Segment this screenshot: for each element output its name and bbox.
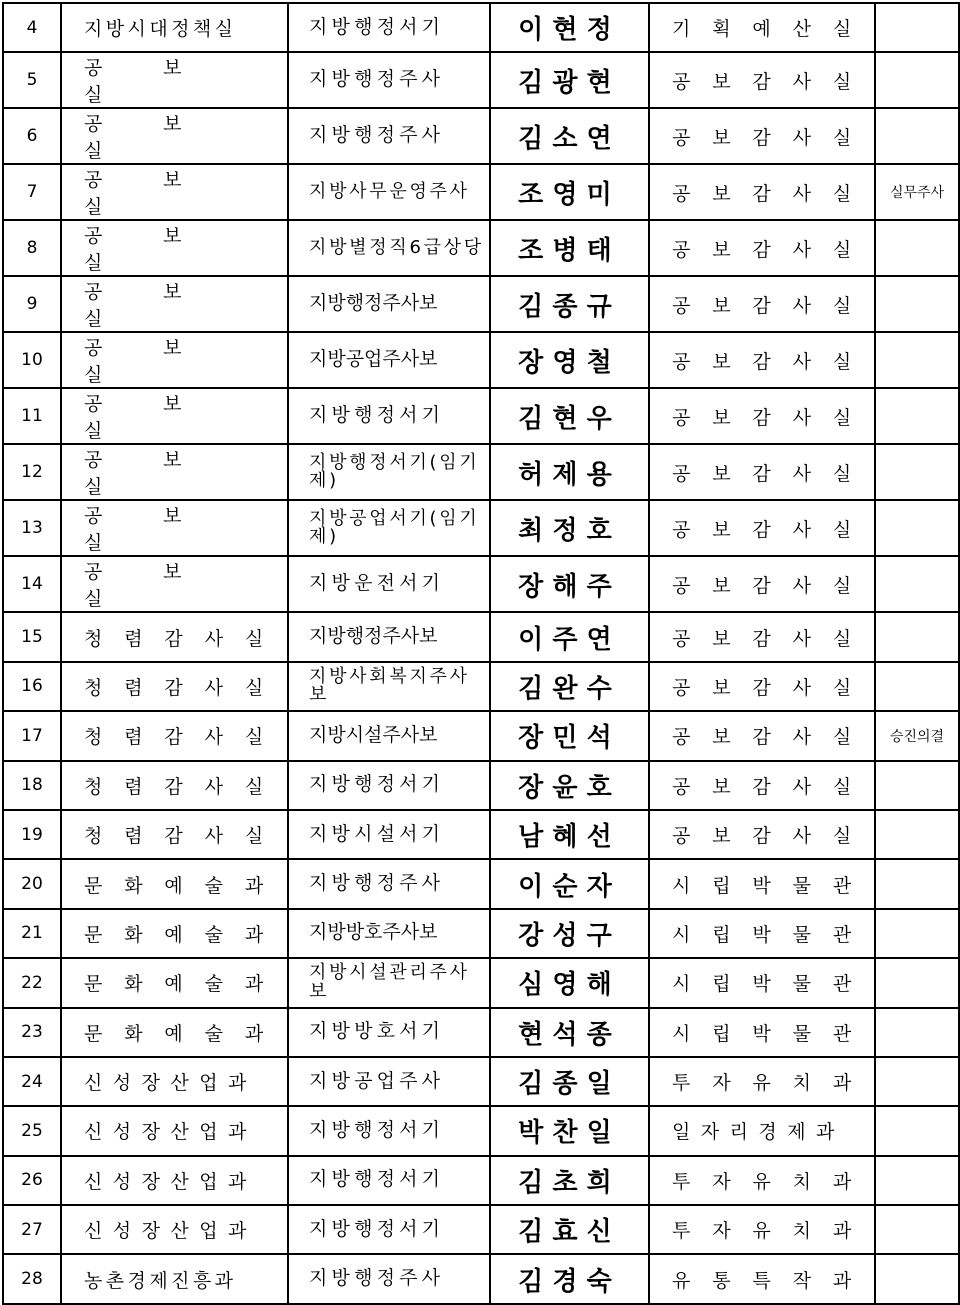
table-body <box>3 3 959 1304</box>
new-post-cell: 공보감사실 <box>649 810 875 859</box>
new-post-cell: 공보감사실 <box>649 556 875 612</box>
row-number: 26 <box>3 1156 61 1205</box>
name-cell: 최정호 <box>490 500 649 556</box>
grade-cell: 지방행정주사 <box>288 859 490 908</box>
name-cell: 김종규 <box>490 276 649 332</box>
department-cell: 신성장산업과 <box>61 1156 288 1205</box>
name-cell: 강성구 <box>490 909 649 958</box>
grade-cell: 지방공업서기(임기제) <box>288 500 490 556</box>
new-post-cell: 공보감사실 <box>649 52 875 108</box>
new-post-cell: 공보감사실 <box>649 164 875 220</box>
table-row <box>3 388 959 444</box>
table-row <box>3 1254 959 1303</box>
grade-cell: 지방행정주사보 <box>288 612 490 661</box>
row-number: 5 <box>3 52 61 108</box>
note-cell <box>875 3 959 52</box>
grade-cell: 지방사무운영주사 <box>288 164 490 220</box>
name-cell: 조영미 <box>490 164 649 220</box>
department-cell: 청렴감사실 <box>61 612 288 661</box>
grade-cell: 지방공업주사 <box>288 1057 490 1106</box>
name-cell: 장영철 <box>490 332 649 388</box>
department-cell: 청렴감사실 <box>61 810 288 859</box>
name-cell: 김완수 <box>490 662 649 711</box>
table-row <box>3 909 959 958</box>
grade-cell: 지방시설주사보 <box>288 711 490 760</box>
new-post-cell: 공보감사실 <box>649 332 875 388</box>
new-post-cell: 투자유치과 <box>649 1156 875 1205</box>
name-cell: 김효신 <box>490 1205 649 1254</box>
grade-cell: 지방행정서기 <box>288 388 490 444</box>
new-post-cell: 시립박물관 <box>649 958 875 1007</box>
personnel-table <box>2 2 960 1305</box>
grade-cell: 지방행정서기(임기제) <box>288 444 490 500</box>
note-cell <box>875 332 959 388</box>
row-number: 8 <box>3 220 61 276</box>
row-number: 9 <box>3 276 61 332</box>
note-cell <box>875 276 959 332</box>
table-row <box>3 711 959 760</box>
table-row <box>3 612 959 661</box>
grade-cell: 지방행정주사 <box>288 108 490 164</box>
row-number: 11 <box>3 388 61 444</box>
name-cell: 이주연 <box>490 612 649 661</box>
department-cell: 공보실 <box>61 500 288 556</box>
table-row <box>3 52 959 108</box>
department-cell: 문화예술과 <box>61 1008 288 1057</box>
department-cell: 청렴감사실 <box>61 711 288 760</box>
new-post-cell: 투자유치과 <box>649 1205 875 1254</box>
new-post-cell: 유통특작과 <box>649 1254 875 1303</box>
name-cell: 장해주 <box>490 556 649 612</box>
row-number: 21 <box>3 909 61 958</box>
table-row <box>3 332 959 388</box>
row-number: 10 <box>3 332 61 388</box>
table-row <box>3 1008 959 1057</box>
department-cell: 공보실 <box>61 108 288 164</box>
row-number: 12 <box>3 444 61 500</box>
new-post-cell: 공보감사실 <box>649 276 875 332</box>
note-cell <box>875 810 959 859</box>
row-number: 28 <box>3 1254 61 1303</box>
name-cell: 김종일 <box>490 1057 649 1106</box>
grade-cell: 지방행정주사보 <box>288 276 490 332</box>
name-cell: 이현정 <box>490 3 649 52</box>
name-cell: 김소연 <box>490 108 649 164</box>
row-number: 20 <box>3 859 61 908</box>
note-cell <box>875 444 959 500</box>
note-cell <box>875 612 959 661</box>
table-row <box>3 662 959 711</box>
department-cell: 문화예술과 <box>61 859 288 908</box>
department-cell: 공보실 <box>61 444 288 500</box>
new-post-cell: 공보감사실 <box>649 444 875 500</box>
table-row <box>3 859 959 908</box>
row-number: 16 <box>3 662 61 711</box>
note-cell <box>875 1008 959 1057</box>
name-cell: 현석종 <box>490 1008 649 1057</box>
table-row <box>3 1106 959 1155</box>
department-cell: 공보실 <box>61 276 288 332</box>
table-row <box>3 761 959 810</box>
row-number: 24 <box>3 1057 61 1106</box>
note-cell <box>875 500 959 556</box>
department-cell: 지방시대정책실 <box>61 3 288 52</box>
name-cell: 김경숙 <box>490 1254 649 1303</box>
table-row <box>3 556 959 612</box>
note-cell <box>875 859 959 908</box>
table-row <box>3 1205 959 1254</box>
grade-cell: 지방방호서기 <box>288 1008 490 1057</box>
note-cell <box>875 1106 959 1155</box>
note-cell <box>875 958 959 1007</box>
row-number: 17 <box>3 711 61 760</box>
name-cell: 조병태 <box>490 220 649 276</box>
name-cell: 김광현 <box>490 52 649 108</box>
grade-cell: 지방방호주사보 <box>288 909 490 958</box>
name-cell: 심영해 <box>490 958 649 1007</box>
note-cell <box>875 220 959 276</box>
grade-cell: 지방운전서기 <box>288 556 490 612</box>
department-cell: 농촌경제진흥과 <box>61 1254 288 1303</box>
name-cell: 김초희 <box>490 1156 649 1205</box>
grade-cell: 지방행정서기 <box>288 3 490 52</box>
table-row <box>3 1057 959 1106</box>
row-number: 13 <box>3 500 61 556</box>
department-cell: 문화예술과 <box>61 958 288 1007</box>
department-cell: 문화예술과 <box>61 909 288 958</box>
department-cell: 공보실 <box>61 52 288 108</box>
table-row <box>3 3 959 52</box>
grade-cell: 지방행정주사 <box>288 52 490 108</box>
table-row <box>3 220 959 276</box>
department-cell: 공보실 <box>61 332 288 388</box>
table-row <box>3 810 959 859</box>
row-number: 4 <box>3 3 61 52</box>
grade-cell: 지방행정서기 <box>288 1106 490 1155</box>
note-cell <box>875 1205 959 1254</box>
department-cell: 공보실 <box>61 388 288 444</box>
note-cell <box>875 388 959 444</box>
row-number: 7 <box>3 164 61 220</box>
grade-cell: 지방행정주사 <box>288 1254 490 1303</box>
row-number: 19 <box>3 810 61 859</box>
row-number: 23 <box>3 1008 61 1057</box>
note-cell: 승진의결 <box>875 711 959 760</box>
row-number: 27 <box>3 1205 61 1254</box>
new-post-cell: 공보감사실 <box>649 500 875 556</box>
grade-cell: 지방공업주사보 <box>288 332 490 388</box>
new-post-cell: 시립박물관 <box>649 1008 875 1057</box>
table-row <box>3 958 959 1007</box>
table-row <box>3 164 959 220</box>
department-cell: 공보실 <box>61 164 288 220</box>
new-post-cell: 공보감사실 <box>649 108 875 164</box>
new-post-cell: 기획예산실 <box>649 3 875 52</box>
grade-cell: 지방행정서기 <box>288 761 490 810</box>
note-cell <box>875 1254 959 1303</box>
grade-cell: 지방시설관리주사보 <box>288 958 490 1007</box>
new-post-cell: 공보감사실 <box>649 662 875 711</box>
note-cell <box>875 1057 959 1106</box>
row-number: 18 <box>3 761 61 810</box>
row-number: 14 <box>3 556 61 612</box>
department-cell: 청렴감사실 <box>61 761 288 810</box>
grade-cell: 지방사회복지주사보 <box>288 662 490 711</box>
new-post-cell: 공보감사실 <box>649 761 875 810</box>
department-cell: 청렴감사실 <box>61 662 288 711</box>
new-post-cell: 공보감사실 <box>649 220 875 276</box>
department-cell: 신성장산업과 <box>61 1205 288 1254</box>
name-cell: 이순자 <box>490 859 649 908</box>
new-post-cell: 공보감사실 <box>649 711 875 760</box>
note-cell <box>875 909 959 958</box>
new-post-cell: 투자유치과 <box>649 1057 875 1106</box>
note-cell <box>875 662 959 711</box>
name-cell: 남혜선 <box>490 810 649 859</box>
new-post-cell: 공보감사실 <box>649 388 875 444</box>
department-cell: 신성장산업과 <box>61 1106 288 1155</box>
new-post-cell: 공보감사실 <box>649 612 875 661</box>
grade-cell: 지방행정서기 <box>288 1156 490 1205</box>
grade-cell: 지방행정서기 <box>288 1205 490 1254</box>
grade-cell: 지방시설서기 <box>288 810 490 859</box>
row-number: 22 <box>3 958 61 1007</box>
note-cell <box>875 52 959 108</box>
note-cell <box>875 1156 959 1205</box>
table-row <box>3 108 959 164</box>
note-cell <box>875 556 959 612</box>
department-cell: 신성장산업과 <box>61 1057 288 1106</box>
table-row <box>3 500 959 556</box>
department-cell: 공보실 <box>61 556 288 612</box>
table-row <box>3 444 959 500</box>
new-post-cell: 시립박물관 <box>649 909 875 958</box>
department-cell: 공보실 <box>61 220 288 276</box>
name-cell: 장민석 <box>490 711 649 760</box>
name-cell: 허제용 <box>490 444 649 500</box>
name-cell: 김현우 <box>490 388 649 444</box>
name-cell: 장윤호 <box>490 761 649 810</box>
note-cell <box>875 108 959 164</box>
new-post-cell: 시립박물관 <box>649 859 875 908</box>
table-row <box>3 276 959 332</box>
row-number: 15 <box>3 612 61 661</box>
row-number: 6 <box>3 108 61 164</box>
grade-cell: 지방별정직6급상당 <box>288 220 490 276</box>
name-cell: 박찬일 <box>490 1106 649 1155</box>
new-post-cell: 일자리경제과 <box>649 1106 875 1155</box>
row-number: 25 <box>3 1106 61 1155</box>
table-row <box>3 1156 959 1205</box>
note-cell <box>875 761 959 810</box>
note-cell: 실무주사 <box>875 164 959 220</box>
